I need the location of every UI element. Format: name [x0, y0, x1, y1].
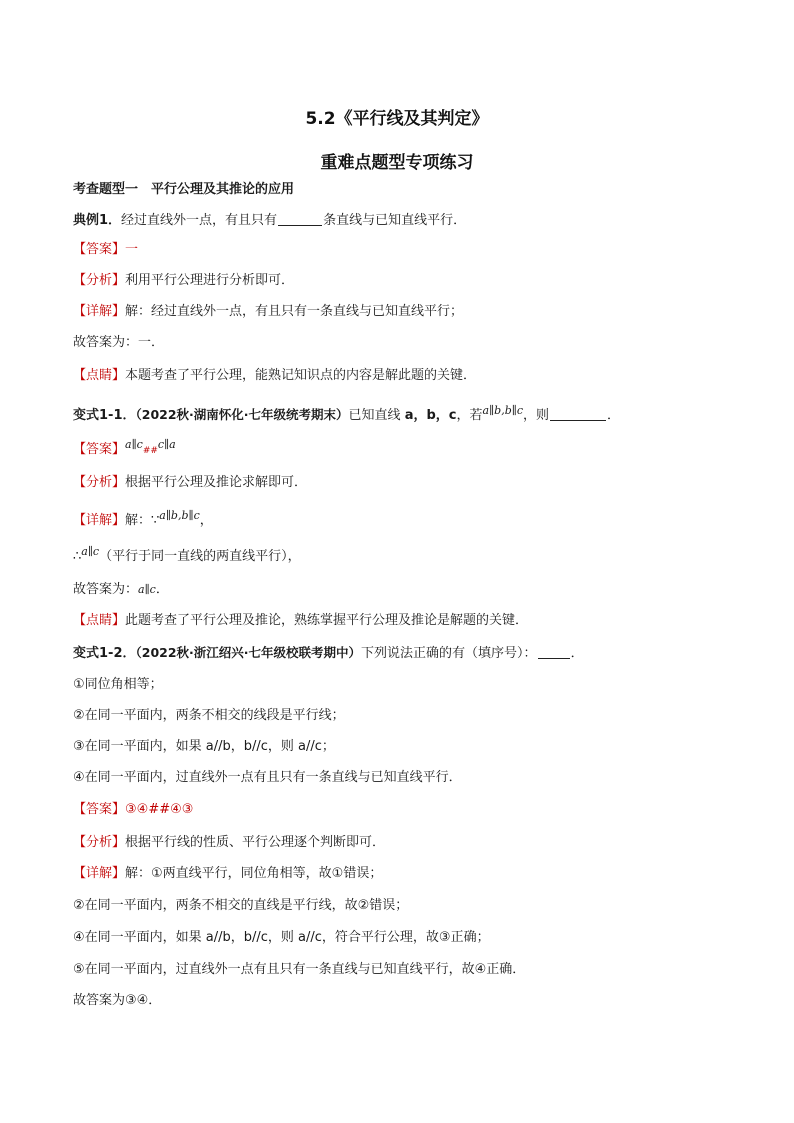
option-item: ①同位角相等； — [73, 677, 163, 692]
variant12-answer — [73, 800, 733, 820]
answer-tag: 【答案】 — [73, 802, 126, 817]
detail-text: 解：经过直线外一点，有且只有一条直线与已知直线平行； — [125, 304, 464, 319]
example1-label: 典例1． — [73, 213, 122, 228]
variant11-text-c: ，则 — [522, 408, 549, 423]
conclusion-reason: （平行于同一直线的两直线平行）， — [99, 549, 301, 564]
variant11-conclusion — [73, 547, 733, 567]
variant12-question — [73, 643, 733, 664]
variant12-analysis — [73, 833, 733, 853]
detail-condition: a∥b,b∥c — [159, 509, 200, 522]
option-item: ③在同一平面内，如果 a//b，b//c，则 a//c； — [73, 739, 335, 754]
variant12-source: （2022秋·浙江绍兴·七年级校联考期中） — [135, 645, 362, 660]
detail-tag: 【详解】 — [73, 513, 126, 528]
answer-blank — [550, 406, 606, 421]
detail-line: ⑤在同一平面内，过直线外一点有且只有一条直线与已知直线平行，故④正确． — [73, 962, 526, 977]
document-title: 5.2《平行线及其判定》 — [305, 109, 489, 129]
variant11-source: （2022秋·湖南怀化·七年级统考期末） — [135, 407, 349, 422]
analysis-text: 利用平行公理进行分析即可． — [125, 273, 295, 288]
example1-analysis — [73, 271, 733, 291]
example1-point — [73, 366, 733, 386]
final-text: 故答案为： — [73, 582, 139, 597]
analysis-text: 根据平行公理及推论求解即可． — [125, 475, 308, 490]
detail-comma: ， — [199, 513, 213, 528]
answer-separator: ## — [142, 446, 158, 456]
answer-blank — [538, 644, 570, 659]
example1-text-b: 条直线与已知直线平行． — [323, 213, 467, 228]
answer-tag: 【答案】 — [73, 242, 126, 257]
variant11-question — [73, 405, 733, 426]
final-math: a∥c — [138, 583, 156, 596]
option-item: ④在同一平面内，过直线外一点有且只有一条直线与已知直线平行． — [73, 770, 462, 785]
detail-line: 解：①两直线平行，同位角相等，故①错误； — [125, 866, 383, 881]
example1-detail — [73, 302, 733, 322]
variant11-analysis — [73, 473, 733, 493]
document-subtitle: 重难点题型专项练习 — [320, 153, 474, 173]
example1-text-a: 经过直线外一点，有且只有 — [121, 213, 278, 228]
analysis-text: 根据平行线的性质、平行公理逐个判断即可． — [125, 835, 386, 850]
answer-value: 一 — [125, 242, 139, 257]
detail-because: 解：∵ — [125, 513, 160, 528]
variant12-final: 故答案为③④． — [73, 993, 162, 1008]
point-text: 本题考查了平行公理，能熟记知识点的内容是解此题的关键． — [125, 368, 477, 383]
variant11-label: 变式1-1． — [73, 408, 136, 423]
answer-value-2: c∥a — [157, 438, 176, 451]
variant11-text-a: 已知直线 — [348, 408, 401, 423]
answer-value: ③④##④③ — [125, 802, 194, 817]
option-item: ②在同一平面内，两条不相交的线段是平行线； — [73, 708, 345, 723]
detail-tag: 【详解】 — [73, 866, 126, 881]
analysis-tag: 【分析】 — [73, 475, 126, 490]
point-text: 此题考查了平行公理及推论，熟练掌握平行公理及推论是解题的关键． — [125, 613, 529, 628]
analysis-tag: 【分析】 — [73, 273, 126, 288]
example1-final: 故答案为：一． — [73, 335, 165, 350]
variant11-end: ． — [607, 408, 621, 423]
final-end: ． — [155, 582, 169, 597]
detail-tag: 【详解】 — [73, 304, 126, 319]
variant11-answer — [73, 440, 733, 461]
variant11-condition: a∥b,b∥c — [482, 404, 523, 417]
variant11-final — [73, 580, 733, 600]
variant11-point — [73, 611, 733, 631]
example1-answer — [73, 240, 733, 260]
variant12-label: 变式1-2． — [73, 646, 136, 661]
variant11-detail — [73, 511, 733, 531]
variant12-end: ． — [570, 646, 584, 661]
answer-tag: 【答案】 — [73, 442, 126, 457]
detail-line: ④在同一平面内，如果 a//b，b//c，则 a//c，符合平行公理，故③正确； — [73, 930, 490, 945]
detail-line: ②在同一平面内，两条不相交的直线是平行线，故②错误； — [73, 898, 409, 913]
point-tag: 【点睛】 — [73, 613, 126, 628]
answer-blank — [278, 211, 322, 226]
example1-question — [73, 211, 733, 231]
section-heading: 考查题型一 平行公理及其推论的应用 — [73, 182, 295, 197]
variant12-detail — [73, 864, 733, 884]
variant11-vars: a，b，c — [404, 408, 457, 423]
answer-value-1: a∥c — [125, 438, 143, 451]
point-tag: 【点睛】 — [73, 368, 126, 383]
conclusion-math: a∥c — [81, 545, 100, 558]
variant11-text-b: ，若 — [456, 408, 483, 423]
analysis-tag: 【分析】 — [73, 835, 126, 850]
variant12-text: 下列说法正确的有（填序号）： — [361, 646, 537, 661]
therefore-symbol: ∴ — [73, 549, 82, 564]
